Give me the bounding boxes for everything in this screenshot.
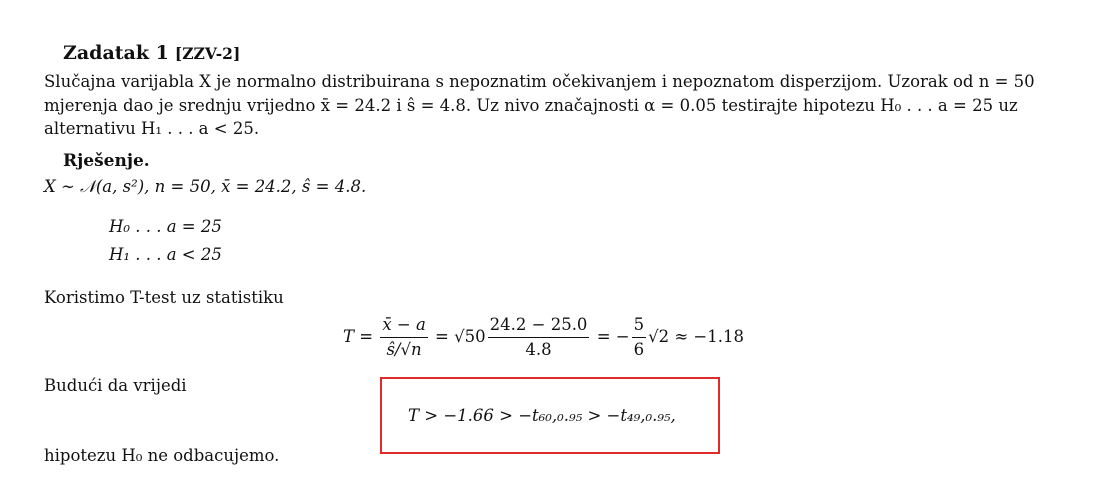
fraction-statistic-denominator: ŝ/√n: [386, 340, 422, 359]
fraction-values-denominator: 4.8: [525, 340, 552, 359]
fraction-statistic-numerator: x̄ − a: [380, 314, 427, 338]
problem-line-1: Slučajna varijabla X je normalno distribuirana s nepoznatim očekivanjem i nepoznatom disperzijom. Uzorak od n = 50: [44, 72, 1035, 91]
formula-eq2: = −: [596, 327, 630, 346]
conclusion-text: hipotezu H₀ ne odbacujemo.: [44, 446, 280, 465]
hypothesis-h0: H₀ . . . a = 25: [109, 217, 222, 236]
formula-eq1: = √50: [435, 327, 486, 346]
test-statistic-formula: [343, 314, 744, 361]
fraction-five-sixths: [632, 314, 647, 361]
problem-line-3: alternativu H₁ . . . a < 25.: [44, 119, 260, 138]
problem-line-2: mjerenja dao je srednju vrijedno x̄ = 24.2 i ŝ = 4.8. Uz nivo značajnosti α = 0.05 testirajte hipotezu H₀ . . . a = 25 uz: [44, 96, 1018, 115]
fraction-statistic: [380, 314, 427, 361]
formula-lhs: T =: [343, 327, 374, 346]
fraction-values: [488, 314, 590, 361]
hypothesis-h1: H₁ . . . a < 25: [109, 245, 222, 264]
solution-heading: Rješenje.: [63, 151, 150, 171]
fraction-five-sixths-numerator: 5: [632, 314, 647, 338]
formula-tail: √2 ≈ −1.18: [648, 327, 744, 346]
fraction-five-sixths-denominator: 6: [633, 340, 645, 359]
exercise-title-text: Zadatak 1: [63, 42, 169, 64]
fraction-values-numerator: 24.2 − 25.0: [488, 314, 590, 338]
exercise-title: [63, 42, 240, 64]
inequality-chain: T > −1.66 > −t₆₀,₀.₉₅ > −t₄₉,₀.₉₅,: [408, 406, 676, 425]
given-data: X ∼ 𝒩(a, s²), n = 50, x̄ = 24.2, ŝ = 4.8.: [44, 177, 367, 196]
test-intro: Koristimo T-test uz statistiku: [44, 288, 284, 307]
exercise-code: [ZZV-2]: [174, 44, 241, 63]
since-text: Budući da vrijedi: [44, 376, 187, 395]
